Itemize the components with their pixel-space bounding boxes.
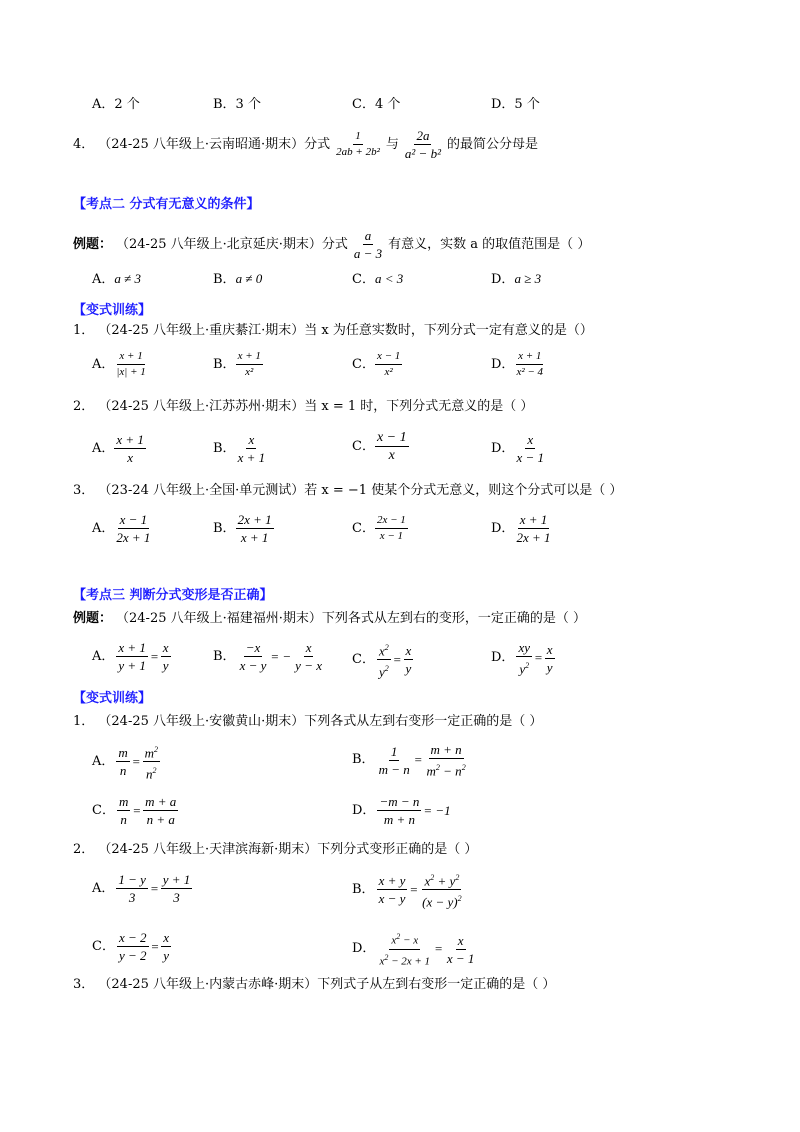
fraction	[425, 742, 468, 778]
denominator: m + n	[383, 812, 415, 827]
option-letter: A．	[92, 520, 115, 536]
option-d	[352, 794, 451, 827]
numerator: 2x + 1	[237, 512, 272, 527]
denominator: y − x	[295, 658, 322, 673]
fraction	[161, 872, 193, 905]
option-value: a < 3	[374, 271, 404, 286]
numerator: x + 1	[519, 512, 548, 527]
option-c	[92, 794, 178, 827]
denominator: y	[546, 659, 553, 675]
option-d	[491, 512, 552, 545]
equals-sign: =	[413, 752, 423, 768]
fraction	[293, 640, 324, 673]
option-letter: A．	[92, 880, 115, 896]
training-heading: 【变式训练】	[73, 691, 152, 706]
option-letter: A．	[92, 648, 115, 664]
option-letter: B．	[352, 752, 375, 768]
denominator: y	[163, 948, 170, 963]
fraction	[236, 432, 268, 465]
option-b	[213, 270, 262, 289]
numerator: x + 1	[516, 350, 543, 365]
numerator: x	[546, 641, 553, 657]
option-a	[92, 432, 146, 465]
numerator: −x	[245, 640, 261, 655]
numerator: x	[162, 640, 169, 655]
denominator: y	[162, 658, 169, 673]
option-b	[352, 742, 468, 778]
numerator: x	[248, 432, 255, 447]
denominator: $(x - y)^2$	[422, 894, 462, 910]
fraction	[238, 640, 269, 673]
numerator: x	[163, 930, 170, 945]
option-a	[92, 270, 141, 289]
fraction	[117, 930, 149, 963]
numerator: 1	[353, 130, 363, 145]
denominator: x + 1	[237, 450, 266, 465]
numerator: x − 1	[119, 512, 148, 527]
equals-sign: = −	[270, 648, 292, 664]
option-b	[213, 350, 263, 379]
fraction	[143, 742, 160, 782]
question-4	[73, 128, 538, 161]
denominator: x − y	[378, 891, 406, 907]
denominator: x − 1	[446, 950, 475, 966]
fraction	[114, 350, 147, 379]
fraction	[116, 640, 148, 673]
fraction	[352, 228, 384, 261]
option-letter: C．	[92, 938, 115, 954]
option-letter: A．	[92, 440, 115, 456]
option-c	[352, 514, 408, 543]
denominator: n	[120, 812, 127, 827]
option-letter: C．	[352, 520, 375, 536]
option-a: A．2 个	[92, 97, 140, 112]
denominator: m − n	[378, 761, 410, 777]
option-b	[213, 432, 267, 465]
option-letter: A．	[92, 753, 115, 769]
equals-sign: =	[150, 938, 160, 954]
denominator: x − y	[239, 658, 267, 673]
option-value: a ≥ 3	[514, 271, 542, 286]
denominator: $n^2$	[146, 766, 157, 782]
fraction	[334, 130, 382, 159]
denominator: n	[119, 763, 127, 779]
question-text: 1． （24-25 八年级上·重庆綦江·期末）当 x 为任意实数时，下列分式一定有意义的是（）	[73, 323, 593, 338]
numerator: $x^2 + y^2$	[422, 870, 461, 890]
fraction	[420, 870, 463, 910]
option-letter: C．	[92, 802, 115, 818]
fraction	[161, 930, 171, 963]
equals-sign: = −1	[423, 802, 451, 818]
numerator: m	[118, 794, 129, 809]
numerator: 1 − y	[118, 872, 146, 887]
fraction	[236, 350, 263, 379]
option-letter: B．	[213, 648, 236, 664]
option-d	[491, 432, 546, 465]
fraction	[161, 640, 171, 673]
equals-sign: =	[392, 651, 402, 667]
numerator: 2x − 1	[375, 514, 408, 529]
option-letter: B．	[352, 881, 375, 897]
numerator: x	[305, 640, 312, 655]
numerator: 1	[390, 743, 398, 759]
fraction	[403, 128, 443, 161]
section-heading: 【考点三 判断分式变形是否正确】	[73, 588, 273, 603]
denominator: n + a	[146, 812, 175, 827]
numerator: $x^2 - x$	[389, 930, 420, 950]
section-heading: 【考点二 分式有无意义的条件】	[73, 197, 260, 212]
option-c: C．4 个	[352, 97, 401, 112]
option-letter: D．	[491, 356, 515, 372]
question-tail: 有意义，实数 a 的取值范围是（ ）	[388, 236, 591, 252]
fraction	[143, 794, 178, 827]
question-tail: 的最简公分母是	[446, 136, 538, 152]
fraction	[116, 872, 148, 905]
example-label: 例题：	[73, 611, 113, 626]
denominator: 2x + 1	[116, 530, 151, 545]
denominator: x² − 4	[516, 366, 544, 378]
fraction	[514, 432, 546, 465]
denominator: y + 1	[118, 658, 146, 673]
numerator: x + 1	[117, 350, 144, 365]
numerator: x + 1	[118, 640, 146, 655]
fraction	[236, 512, 274, 545]
fraction	[114, 512, 152, 545]
fraction	[377, 640, 391, 680]
denominator: x²	[245, 366, 254, 378]
denominator: x − 1	[379, 530, 404, 542]
numerator: 2a	[416, 128, 430, 143]
question-text: 2． （24-25 八年级上·天津滨海新·期末）下列分式变形正确的是（ ）	[73, 842, 478, 857]
numerator: x + y	[378, 873, 406, 889]
numerator: m	[118, 745, 128, 761]
denominator: x	[388, 448, 395, 463]
numerator: $m^2$	[143, 742, 160, 762]
option-letter: B．	[213, 272, 236, 287]
equals-sign: =	[149, 648, 159, 664]
equals-sign: =	[533, 650, 543, 666]
numerator: xy	[518, 640, 530, 655]
denominator: x − 1	[516, 450, 544, 465]
equals-sign: =	[131, 753, 141, 769]
option-d	[491, 270, 541, 289]
training-heading: 【变式训练】	[73, 303, 152, 318]
numerator: −m − n	[379, 794, 420, 809]
fraction	[117, 794, 130, 827]
question-text: （24-25 八年级上·福建福州·期末）下列各式从左到右的变形，一定正确的是（ ）	[116, 611, 587, 626]
option-d: D．5 个	[491, 97, 540, 112]
fraction	[375, 514, 408, 543]
option-c	[352, 430, 409, 463]
fraction	[377, 930, 432, 968]
option-letter: C．	[352, 651, 375, 667]
option-a	[92, 350, 148, 379]
fraction	[377, 873, 408, 906]
option-b	[213, 512, 274, 545]
question-text: 3． （24-25 八年级上·内蒙古赤峰·期末）下列式子从左到右变形一定正确的是（ ）	[73, 977, 556, 992]
equals-sign: =	[409, 881, 419, 897]
fraction	[377, 744, 412, 777]
fraction	[114, 432, 146, 465]
option-letter: C．	[352, 438, 375, 454]
option-b	[352, 870, 464, 910]
numerator: m + a	[145, 794, 177, 809]
numerator: m + n	[430, 742, 462, 757]
fraction	[516, 640, 532, 676]
question-source: （24-25 八年级上·云南昭通·期末）分式	[98, 136, 331, 152]
option-value: a ≠ 3	[114, 271, 142, 286]
equals-sign: =	[434, 941, 443, 957]
numerator: $x^2$	[377, 640, 391, 660]
option-a	[92, 742, 160, 782]
example-label: 例题：	[73, 236, 113, 252]
option-b	[213, 640, 324, 673]
fraction	[375, 430, 409, 463]
numerator: x + 1	[116, 432, 144, 447]
denominator: y	[405, 661, 412, 677]
question-source: （24-25 八年级上·北京延庆·期末）分式	[116, 236, 348, 252]
option-letter: D．	[491, 272, 515, 287]
denominator: |x| + 1	[116, 366, 146, 378]
option-d	[491, 350, 545, 379]
fraction	[445, 933, 477, 966]
denominator: $y^2$	[519, 661, 530, 677]
equals-sign: =	[132, 802, 142, 818]
option-letter: A．	[92, 272, 115, 287]
denominator: x + 1	[240, 530, 269, 545]
question-text: 3． （23-24 八年级上·全国·单元测试）若 x = −1 使某个分式无意义，则这个分式可以是（ ）	[73, 483, 623, 498]
option-letter: B．	[213, 520, 236, 536]
option-a	[92, 640, 171, 673]
question-text: 1． （24-25 八年级上·安徽黄山·期末）下列各式从左到右变形一定正确的是（ ）	[73, 714, 543, 729]
denominator: a² − b²	[404, 146, 441, 161]
fraction	[545, 642, 555, 675]
option-b: B．3 个	[213, 97, 261, 112]
option-letter: D．	[352, 802, 376, 818]
option-letter: B．	[213, 440, 236, 456]
option-letter: C．	[352, 356, 375, 372]
option-c	[352, 270, 403, 289]
option-a	[92, 872, 192, 905]
question-number: 4．	[73, 136, 95, 152]
example-question	[73, 228, 590, 261]
question-text: 2． （24-25 八年级上·江苏苏州·期末）当 x = 1 时，下列分式无意义的是（ ）	[73, 399, 534, 414]
numerator: x − 1	[375, 350, 402, 365]
fraction	[404, 643, 414, 676]
option-c	[352, 640, 413, 680]
numerator: x	[457, 932, 464, 948]
option-d	[352, 930, 476, 968]
fraction	[514, 512, 552, 545]
numerator: x − 1	[376, 430, 407, 445]
connector-text: 与	[385, 136, 399, 152]
fraction	[116, 745, 129, 778]
denominator: $y^2$	[378, 664, 389, 680]
fraction	[377, 794, 421, 827]
numerator: x + 1	[236, 350, 263, 365]
denominator: 2x + 1	[516, 530, 551, 545]
denominator: 2ab + 2b²	[336, 146, 380, 158]
numerator: a	[364, 228, 372, 243]
denominator: $m^2 - n^2$	[426, 763, 466, 779]
numerator: x	[405, 643, 412, 659]
fraction	[375, 350, 402, 379]
denominator: 3	[128, 890, 136, 905]
denominator: x²	[384, 366, 393, 378]
denominator: y − 2	[118, 948, 147, 963]
fraction	[514, 350, 545, 379]
option-letter: D．	[491, 520, 515, 536]
numerator: x	[527, 432, 534, 447]
option-letter: C．	[352, 272, 375, 287]
option-d	[491, 640, 555, 676]
denominator: a − 3	[353, 246, 383, 261]
option-c	[92, 930, 171, 963]
option-value: a ≠ 0	[235, 271, 263, 286]
example-question	[73, 610, 586, 628]
equals-sign: =	[149, 880, 159, 896]
option-letter: B．	[213, 356, 236, 372]
option-c	[352, 350, 402, 379]
denominator: $x^2 - 2x + 1$	[379, 952, 431, 968]
option-letter: D．	[491, 440, 515, 456]
option-letter: D．	[352, 941, 376, 957]
option-a	[92, 512, 152, 545]
denominator: x	[127, 450, 134, 465]
numerator: x − 2	[118, 930, 147, 945]
option-letter: A．	[92, 356, 115, 372]
option-letter: D．	[491, 650, 515, 666]
denominator: 3	[173, 890, 180, 905]
numerator: y + 1	[162, 872, 191, 887]
